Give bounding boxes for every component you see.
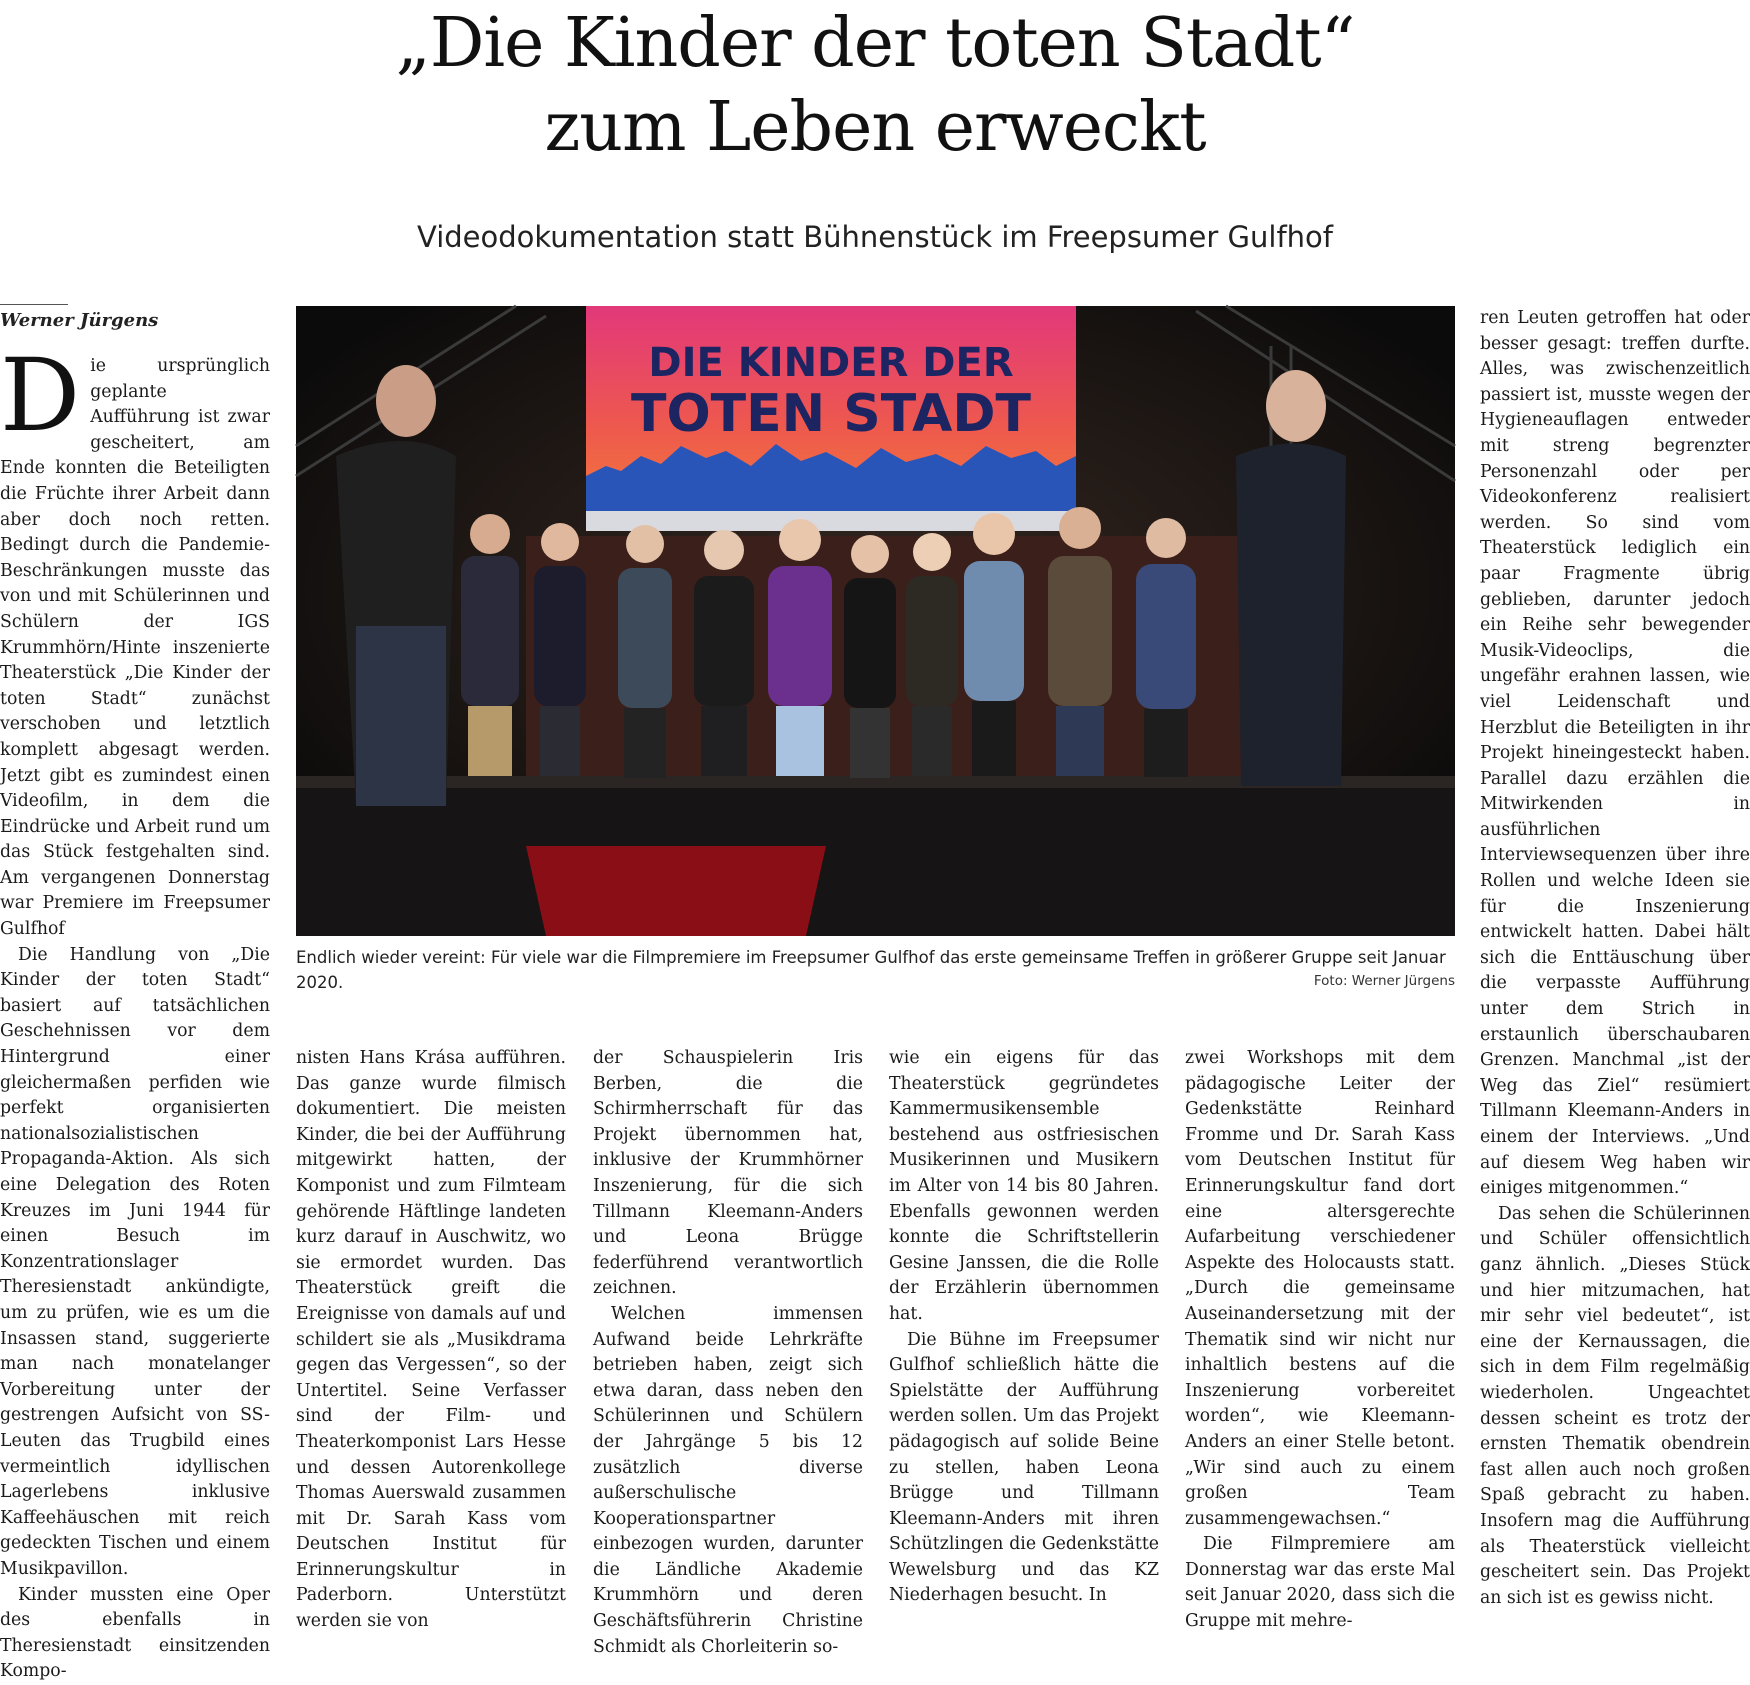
- article-paragraph: zwei Workshops mit dem pädagogische Leiter der Gedenkstätte Reinhard Fromme und Dr. Sarah Kass vom Deutschen Institut für Erinnerungskultur fand dort eine altersgerechte Aufarbeitung verschiedener Aspekte des Holocausts statt. „Durch die gemeinsame Auseinandersetzung mit der Thematik sind wir nicht nur inhaltlich bestens auf die Inszenierung vorbereitet worden“, wie Kleemann-Anders an einer Stelle betont. „Wir sind auch zu einem großen Team zusammengewachsen.“: [1185, 1048, 1455, 1529]
- drop-cap: D: [0, 337, 81, 454]
- photo-caption: Endlich wieder vereint: Für viele war die Filmpremiere im Freepsumer Gulfhof das erste gemeinsame Treffen in größerer Gruppe seit Januar 2020.: [296, 948, 1446, 992]
- photo-credit: Foto: Werner Jürgens: [1313, 973, 1455, 989]
- stage-photo: [296, 306, 1455, 936]
- byline: Werner Jürgens: [0, 310, 159, 331]
- article-paragraph: wie ein eigens für das Theaterstück gegründetes Kammermusikensemble bestehend aus ostfriesischen Musikerinnen und Musikern im Alter von 14 bis 80 Jahren. Ebenfalls gewonnen werden konnte die Schriftstellerin Gesine Janssen, die die Rolle der Erzählerin übernommen hat.: [889, 1048, 1159, 1324]
- article-paragraph: Die Filmpremiere am Donnerstag war das erste Mal seit Januar 2020, dass sich die Gruppe mit mehre-: [1185, 1534, 1455, 1632]
- article-paragraph: Kinder mussten eine Oper des ebenfalls in Theresienstadt einsitzenden Kompo-: [0, 1584, 270, 1682]
- red-carpet: [526, 846, 826, 936]
- headline-line-2: zum Leben erweckt: [544, 88, 1206, 167]
- article-subheadline: Videodokumentation statt Bühnenstück im Freepsumer Gulfhof: [417, 220, 1333, 254]
- article-paragraph: nisten Hans Krása aufführen. Das ganze wurde filmisch dokumentiert. Die meisten Kinder, die bei der Aufführung mitgewirkt hatten, der Komponist und zum Filmteam gehörende Häftlinge landeten kurz darauf in Auschwitz, wo sie ermordet wurden. Das Theaterstück greift die Ereignisse von damals auf und schildert sie als „Musikdrama gegen das Vergessen“, so der Untertitel. Seine Verfasser sind der Film- und Theaterkomponist Lars Hesse und dessen Autorenkollege Thomas Auerswald zusammen mit Dr. Sarah Kass vom Deutschen Institut für Erinnerungskultur in Paderborn. Unterstützt werden sie von: [296, 1048, 566, 1632]
- headline-line-1: „Die Kinder der toten Stadt“: [395, 4, 1355, 83]
- stage-photo-illustration: [296, 306, 1455, 936]
- article-paragraph: Die Handlung von „Die Kinder der toten Stadt“ basiert auf tatsächlichen Geschehnissen vor dem Hintergrund einer gleichermaßen perfiden wie perfekt organisierten nationalsozialistischen Propaganda-Aktion. Als sich eine Delegation des Roten Kreuzes im Juni 1944 für einen Besuch im Konzentrationslager Theresienstadt ankündigte, um zu prüfen, wie es um die Insassen stand, suggerierte man nach monatelanger Vorbereitung unter der gestrengen Aufsicht von SS-Leuten das Trugbild eines vermeintlich idyllischen Lagerlebens inklusive Kaffeehäuschen mit reich gedeckten Tischen und einem Musikpavillon.: [0, 944, 270, 1579]
- article-paragraph: der Schauspielerin Iris Berben, die die Schirmherrschaft für das Projekt übernommen hat, inklusive der Krummhörner Inszenierung, für die sich Tillmann Kleemann-Anders und Leona Brügge federführend verantwortlich zeichnen.: [593, 1048, 863, 1299]
- article-column-2: [296, 1046, 566, 1632]
- article-column-4: [889, 1046, 1159, 1606]
- byline-rule: [0, 304, 68, 305]
- article-column-5: [1185, 1046, 1455, 1632]
- article-paragraph: ren Leuten getroffen hat oder besser gesagt: treffen durfte. Alles, was zwischenzeitlich passiert ist, musste wegen der Hygieneauflagen entweder mit streng begrenzter Personenzahl oder per Videokonferenz realisiert werden. So sind vom Theaterstück lediglich ein paar Fragmente übrig geblieben, darunter jedoch ein Reihe sehr bewegender Musik-Videoclips, die ungefähr erahnen lassen, wie viel Leidenschaft und Herzblut die Beteiligten in ihr Projekt hineingesteckt haben. Parallel dazu erzählen die Mitwirkenden in ausführlichen Interviewsequenzen über ihre Rollen und welche Ideen sie für die Inszenierung entwickelt hatten. Dabei hält sich die Enttäuschung über die verpasste Aufführung unter dem Strich in erstaunlich überschaubaren Grenzen. Manchmal „ist der Weg das Ziel“ resümiert Tillmann Kleemann-Anders in einem der Interviews. „Und auf diesem Weg haben wir einiges mitgenommen.“: [1480, 308, 1750, 1199]
- banner-title-line-2: TOTEN STADT: [630, 384, 1032, 444]
- article-column-6: [1480, 306, 1750, 1606]
- article-paragraph: Die Bühne im Freepsumer Gulfhof schließlich hätte die Spielstätte der Aufführung werden sollen. Um das Projekt pädagogisch auf solide Beine zu stellen, haben Leona Brügge und Tillmann Kleemann-Anders mit ihren Schützlingen die Gedenkstätte Wewelsburg und das KZ Niederhagen besucht. In: [889, 1329, 1159, 1606]
- article-column-3: [593, 1046, 863, 1657]
- article-paragraph: Die ursprünglich geplante Aufführung ist zwar gescheitert, am Ende konnten die Beteiligten die Früchte ihrer Arbeit dann aber doch noch retten. Bedingt durch die Pandemie-Beschränkungen musste das von und mit Schülerinnen und Schülern der IGS Krummhörn/Hinte inszenierte Theaterstück „Die Kinder der toten Stadt“ zunächst verschoben und letztlich komplett abgesagt werden. Jetzt gibt es zumindest einen Videofilm, in dem die Eindrücke und Arbeit rund um das Stück festgehalten sind. Am vergangenen Donnerstag war Premiere im Freepsumer Gulfhof: [0, 337, 270, 940]
- banner-title-line-1: DIE KINDER DER: [648, 340, 1014, 386]
- article-headline: [0, 2, 1750, 170]
- article-paragraph: Das sehen die Schülerinnen und Schüler offensichtlich ganz ähnlich. „Dieses Stück und hier mitzumachen, hat mir sehr viel bedeutet“, ist eine der Kernaussagen, die sich in dem Film regelmäßig wiederholen. Ungeachtet dessen scheint es trotz der ernsten Thematik obendrein fast allen auch noch großen Spaß gebracht zu haben. Insofern mag die Aufführung als Theaterstück vielleicht gescheitert sein. Das Projekt an sich ist es gewiss nicht.: [1480, 1203, 1750, 1608]
- article-column-1: [0, 337, 270, 1682]
- article-paragraph: Welchen immensen Aufwand beide Lehrkräfte betrieben haben, zeigt sich etwa daran, dass neben den Schülerinnen und Schülern der Jahrgänge 5 bis 12 zusätzlich diverse außerschulische Kooperationspartner einbezogen wurden, darunter die Ländliche Akademie Krummhörn und deren Geschäftsführerin Christine Schmidt als Chorleiterin so-: [593, 1303, 863, 1657]
